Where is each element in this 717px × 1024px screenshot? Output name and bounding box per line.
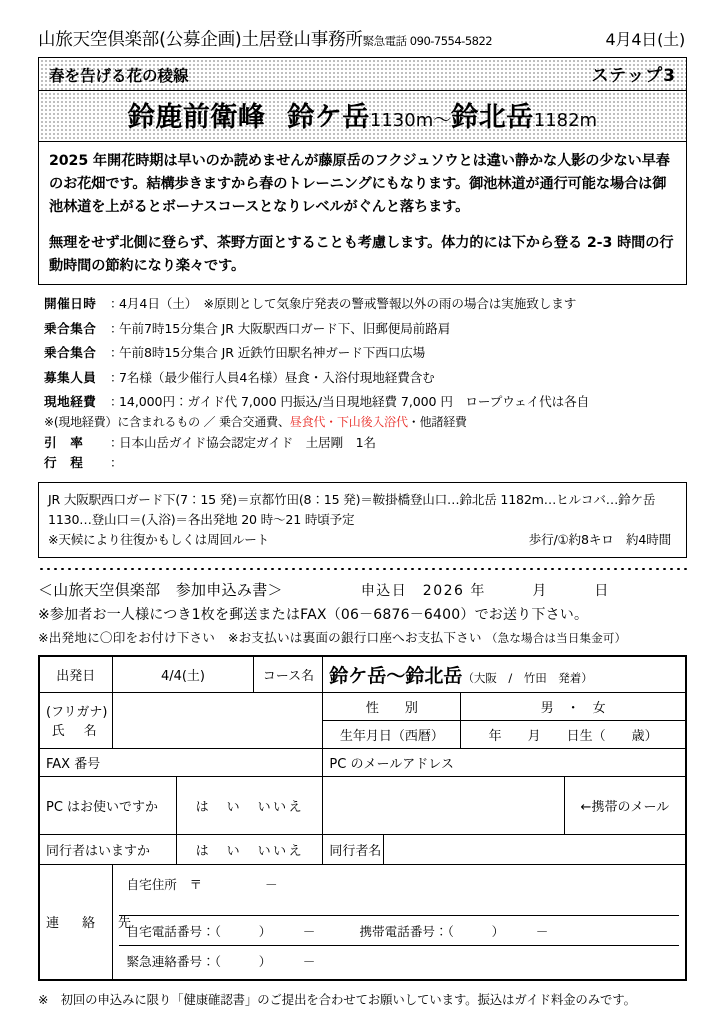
home-address-label: 自宅住所 〒 － bbox=[126, 876, 278, 892]
title-area: 鈴鹿前衛峰 bbox=[127, 102, 266, 133]
route-row: 行 程 ： bbox=[44, 453, 687, 473]
form-row-companion bbox=[39, 834, 686, 864]
companion-yesno[interactable]: は い いいえ bbox=[177, 834, 323, 864]
detail-value: 4月4日（土） ※原則として気象庁発表の警戒警報以外の雨の場合は実施致します bbox=[119, 296, 577, 311]
furigana-label: (フリガナ) bbox=[46, 705, 108, 721]
application-note-2 bbox=[38, 627, 687, 646]
emergency-contact-label: 緊急連絡番号：（ ） － bbox=[126, 953, 316, 969]
contact-label: 連 絡 先 bbox=[39, 864, 112, 980]
application-header bbox=[38, 579, 687, 600]
cut-divider bbox=[38, 567, 687, 571]
detail-value: 14,000円：ガイド代 7,000 円振込/当日現地経費 7,000 円 ロープウェイ代は各自 bbox=[119, 394, 590, 410]
detail-value: 午前8時15分集合 JR 近鉄竹田駅名神ガード下西口広場 bbox=[119, 345, 426, 361]
name-label-cell bbox=[39, 692, 112, 748]
home-tel-label: 自宅電話番号：（ ） － bbox=[126, 923, 316, 939]
birthdate-input[interactable]: 年 月 日生（ 歳） bbox=[461, 720, 686, 748]
route-label: 行 程 bbox=[44, 455, 84, 471]
course-name-label: コース名 bbox=[254, 656, 323, 693]
detail-list bbox=[38, 294, 687, 473]
emergency-phone: 緊急電話 090-7554-5822 bbox=[362, 34, 493, 48]
mobile-mail-label: ←携帯のメール bbox=[564, 776, 686, 834]
main-title bbox=[38, 91, 687, 142]
detail-label: 乗合集合 bbox=[44, 320, 97, 336]
detail-row: 乗合集合 ： 午前7時15分集合 JR 大阪駅西口ガード下、旧郵便局前路肩 bbox=[44, 319, 687, 339]
application-form-table[interactable] bbox=[38, 655, 687, 981]
application-note-2-main: ※出発地に〇印をお付け下さい ※お支払いは裏面の銀行口座へお支払下さい bbox=[38, 629, 482, 645]
detail-label: 現地経費 bbox=[44, 394, 97, 410]
mobile-mail-input[interactable] bbox=[323, 776, 564, 834]
detail-value: 7名様（最少催行人員4名様）昼食・入浴付現地経費含む bbox=[119, 369, 435, 385]
departure-date-value[interactable]: 4/4(土) bbox=[112, 656, 254, 693]
form-row-contact bbox=[39, 864, 686, 980]
banner-subtitle: 春を告げる花の稜線 bbox=[49, 67, 189, 85]
pc-use-yesno[interactable]: は い いいえ bbox=[177, 776, 323, 834]
description-paragraph-2: 無理をせず北側に登らず、茶野方面とすることも考慮します。体力的には下から登る 2-3 時間の行動時間の節約になり楽々です。 bbox=[49, 235, 674, 274]
header-date: 4月4日(土) bbox=[605, 30, 685, 49]
course-name-suffix: （大阪 / 竹田 発着） bbox=[462, 670, 593, 685]
form-row-fax-mail bbox=[39, 748, 686, 776]
form-row-pc-use bbox=[39, 776, 686, 834]
pc-mail-label: PC のメールアドレス bbox=[329, 756, 454, 772]
title-elevation-1: 1130m〜 bbox=[369, 110, 452, 131]
pc-use-label: PC はお使いですか bbox=[39, 776, 177, 834]
organization-name: 山旅天空倶楽部(公募企画)土居登山事務所 bbox=[38, 30, 363, 50]
name-label: 氏 名 bbox=[51, 724, 100, 740]
companion-label: 同行者はいますか bbox=[39, 834, 177, 864]
title-elevation-2: 1182m bbox=[533, 110, 598, 131]
subtitle-banner bbox=[38, 57, 687, 91]
fee-note-suffix: ・他諸経費 bbox=[407, 414, 467, 429]
description-box bbox=[38, 142, 687, 285]
weather-note: ※天候により往復かもしくは周回ルート bbox=[48, 532, 270, 548]
phone-row[interactable] bbox=[119, 915, 680, 945]
leader-label: 引 率 bbox=[44, 434, 84, 450]
title-peak-2: 鈴北岳 bbox=[451, 102, 534, 133]
fee-inclusion-note bbox=[44, 413, 687, 430]
form-row-departure bbox=[39, 656, 686, 693]
companion-name-input[interactable] bbox=[384, 834, 686, 864]
walking-distance: 歩行/①約8キロ 約4時間 bbox=[528, 532, 671, 548]
gender-options[interactable]: 男 ・ 女 bbox=[461, 692, 686, 720]
leader-value: 日本山岳ガイド協会認定ガイド 土居剛 1名 bbox=[119, 434, 377, 450]
name-input[interactable] bbox=[112, 692, 323, 748]
detail-label: 乗合集合 bbox=[44, 345, 97, 361]
document-header bbox=[38, 26, 687, 51]
application-note-1: ※参加者お一人様につき1枚を郵送またはFAX（06－6876－6400）でお送り下さい。 bbox=[38, 606, 589, 623]
detail-value: 午前7時15分集合 JR 大阪駅西口ガード下、旧郵便局前路肩 bbox=[119, 320, 451, 336]
itinerary-line-1: JR 大阪駅西口ガード下(7：15 発)＝京都竹田(8：15 発)＝鞍掛橋登山口…鈴北岳 1182m…ヒルコバ…鈴ケ岳 bbox=[48, 491, 656, 507]
mobile-tel-label: 携帯電話番号：（ ） － bbox=[359, 923, 549, 939]
itinerary-footer bbox=[48, 530, 677, 550]
detail-row: 開催日時 ： 4月4日（土） ※原則として気象庁発表の警戒警報以外の雨の場合は実施致します bbox=[44, 294, 687, 314]
gender-label: 性 別 bbox=[323, 692, 461, 720]
detail-row: 乗合集合 ： 午前8時15分集合 JR 近鉄竹田駅名神ガード下西口広場 bbox=[44, 343, 687, 363]
leader-row: 引 率 ： 日本山岳ガイド協会認定ガイド 土居剛 1名 bbox=[44, 433, 687, 453]
course-name-value: 鈴ケ岳〜鈴北岳 bbox=[329, 664, 463, 687]
fax-number-label: FAX 番号 bbox=[46, 756, 101, 772]
contact-details-cell bbox=[112, 864, 686, 980]
application-note-2-sub: （急な場合は当日集金可） bbox=[485, 630, 627, 645]
course-name-cell bbox=[323, 656, 686, 693]
emergency-contact-field[interactable] bbox=[119, 945, 680, 975]
home-address-field[interactable] bbox=[119, 869, 680, 915]
companion-name-label: 同行者名 bbox=[323, 834, 384, 864]
header-left bbox=[38, 26, 492, 51]
title-peak-1: 鈴ケ岳 bbox=[287, 102, 370, 133]
itinerary-box bbox=[38, 482, 687, 558]
application-title: ＜山旅天空倶楽部 参加申込み書＞ bbox=[38, 580, 283, 599]
footnote: ※ 初回の申込みに限り「健康確認書」のご提出を合わせてお願いしています。振込はガイド料金のみです。 bbox=[38, 991, 636, 1007]
detail-row: 募集人員 ： 7名様（最少催行人員4名様）昼食・入浴付現地経費含む bbox=[44, 368, 687, 388]
fee-note-highlight: 昼食代・下山後入浴代 bbox=[289, 414, 408, 429]
step-badge: ステップ3 bbox=[591, 66, 676, 86]
form-row-furigana-gender bbox=[39, 692, 686, 720]
application-date: 申込日 2026 年 月 日 bbox=[360, 582, 610, 599]
detail-label: 募集人員 bbox=[44, 369, 97, 385]
itinerary-line-2: 1130…登山口＝(入浴)＝各出発地 20 時〜21 時頃予定 bbox=[48, 512, 355, 527]
birthdate-label: 生年月日（西暦） bbox=[323, 720, 461, 748]
fee-note-prefix: ※(現地経費）に含まれるもの ／ 乗合交通費、 bbox=[44, 414, 290, 429]
departure-date-label: 出発日 bbox=[39, 656, 112, 693]
detail-label: 開催日時 bbox=[44, 296, 97, 311]
description-paragraph-1: 2025 年開花時期は早いのか読めませんが藤原岳のフクジュソウとは違い静かな人影の少ない早春のお花畑です。結構歩きますから春のトレーニングにもなります。御池林道が通行可能な場合は御池林道を上がるとボーナスコースとなりレベルがぐんと落ちます。 bbox=[49, 153, 670, 215]
fax-number-field[interactable] bbox=[39, 748, 323, 776]
pc-mail-field[interactable] bbox=[323, 748, 686, 776]
detail-row: 現地経費 ： 14,000円：ガイド代 7,000 円振込/当日現地経費 7,000 円 ロープウェイ代は各自 bbox=[44, 392, 687, 412]
